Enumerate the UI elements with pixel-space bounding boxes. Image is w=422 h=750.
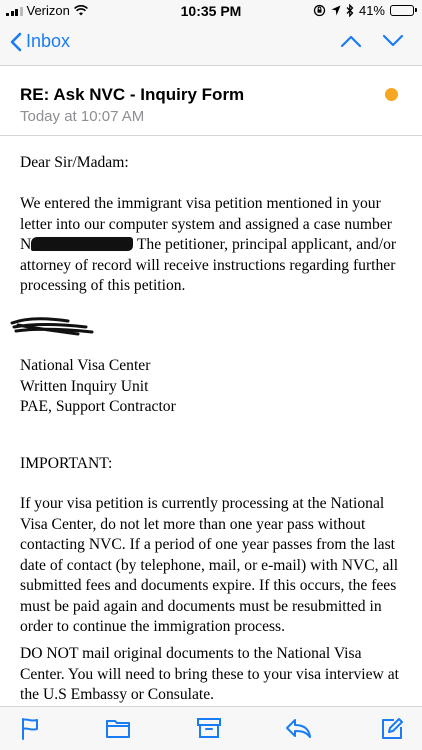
important-heading: IMPORTANT: [20,455,113,472]
redacted-name-scribble [8,313,98,339]
paragraph-original-documents: DO NOT mail original documents to the National Visa Center. You will need to bring these to your visa interview at the U.S Embassy or Consulate. [20,645,399,703]
greeting: Dear Sir/Madam: [20,154,129,171]
signature-block [20,356,176,418]
email-date: Today at 10:07 AM [20,108,145,125]
battery-icon [390,5,414,16]
archive-icon[interactable] [196,717,222,739]
nav-bar [0,22,422,66]
back-label: Inbox [26,31,71,51]
redacted-case-number [31,237,133,251]
rotation-lock-icon [313,4,326,17]
flag-icon[interactable] [20,717,40,741]
chevron-left-icon [10,32,22,52]
reply-icon[interactable] [284,717,312,739]
back-to-inbox-button[interactable] [10,31,70,52]
clock: 10:35 PM [180,3,242,19]
signature-line-1: National Visa Center [20,357,151,374]
status-bar [0,0,422,22]
location-icon [331,5,341,16]
battery-percent: 41% [358,3,385,18]
signature-line-2: Written Inquiry Unit [20,377,149,395]
bluetooth-icon [346,4,354,17]
flag-indicator-dot [385,88,398,101]
message-navigation [340,34,404,48]
folder-icon[interactable] [105,717,131,739]
email-subject: RE: Ask NVC - Inquiry Form [20,85,245,104]
para1-text-after: The petitioner, principal applicant, and/or attorney of record will receive instructions regarding further processing of this petition. [20,236,397,294]
next-message-icon[interactable] [382,34,404,48]
para1-text-before: We entered the immigrant visa petition mentioned in your letter into our computer system and assigned a case number N [20,195,392,253]
paragraph-case-number [20,194,405,297]
signature-line-3: PAE, Support Contractor [20,398,176,415]
compose-icon[interactable] [380,717,404,741]
bottom-toolbar [0,706,422,750]
mail-header [0,66,422,136]
carrier-label: Verizon [26,3,70,18]
paragraph-one-year-notice: If your visa petition is currently processing at the National Visa Center, do not let more than one year pass without contacting NVC. If a period of one year passes from the last date of contact (by telephone, mail, or e-mail) with NVC, all submitted fees and documents expire. If this occurs, the fees must be paid again and documents must be resubmitted in order to continue the immigration process. [20,495,399,635]
status-right [313,3,414,18]
previous-message-icon[interactable] [340,34,362,48]
